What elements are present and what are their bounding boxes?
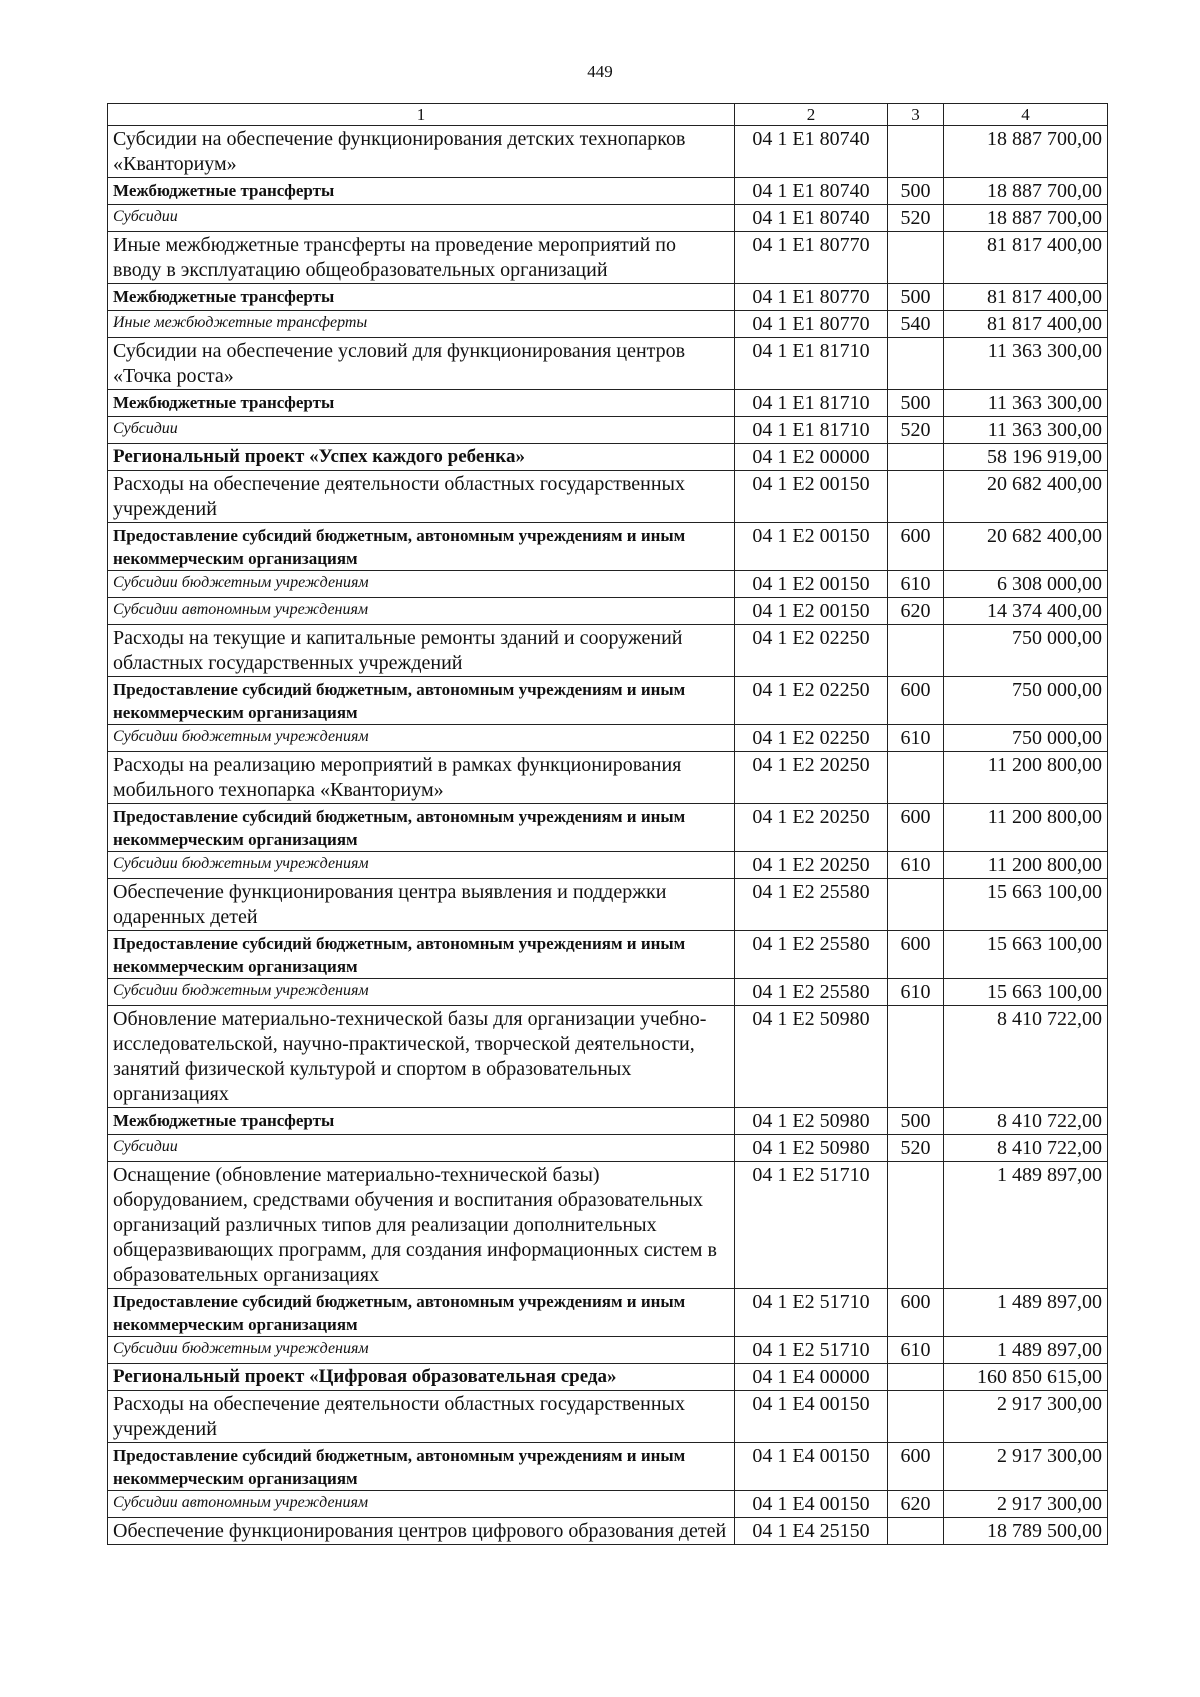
row-target-code: 04 1 E1 81710 (735, 390, 888, 417)
table-row (108, 625, 1108, 677)
table-row (108, 571, 1108, 598)
row-target-code: 04 1 E4 00150 (735, 1443, 888, 1491)
row-target-code: 04 1 E2 00150 (735, 523, 888, 571)
row-expense-type: 520 (888, 417, 944, 444)
row-description: Региональный проект «Цифровая образовательная среда» (108, 1364, 735, 1391)
row-amount: 20 682 400,00 (944, 471, 1108, 523)
table-row (108, 311, 1108, 338)
row-target-code: 04 1 E2 02250 (735, 725, 888, 752)
row-target-code: 04 1 E2 50980 (735, 1135, 888, 1162)
row-target-code: 04 1 E2 00000 (735, 444, 888, 471)
table-row (108, 677, 1108, 725)
row-expense-type: 600 (888, 677, 944, 725)
row-target-code: 04 1 E1 80770 (735, 311, 888, 338)
row-target-code: 04 1 E2 50980 (735, 1108, 888, 1135)
table-body (108, 126, 1108, 1545)
row-target-code: 04 1 E2 00150 (735, 471, 888, 523)
row-target-code: 04 1 E1 80740 (735, 178, 888, 205)
row-expense-type: 610 (888, 979, 944, 1006)
row-target-code: 04 1 E4 00150 (735, 1491, 888, 1518)
row-amount: 81 817 400,00 (944, 311, 1108, 338)
row-target-code: 04 1 E2 20250 (735, 804, 888, 852)
row-description: Предоставление субсидий бюджетным, автономным учреждениям и иным некоммерческим организациям (108, 677, 735, 725)
row-target-code: 04 1 E2 02250 (735, 677, 888, 725)
row-amount: 11 200 800,00 (944, 752, 1108, 804)
row-target-code: 04 1 E1 80770 (735, 232, 888, 284)
row-amount: 8 410 722,00 (944, 1135, 1108, 1162)
row-amount: 20 682 400,00 (944, 523, 1108, 571)
row-amount: 15 663 100,00 (944, 931, 1108, 979)
row-description: Субсидии на обеспечение условий для функционирования центров «Точка роста» (108, 338, 735, 390)
row-amount: 750 000,00 (944, 677, 1108, 725)
table-row (108, 1135, 1108, 1162)
row-description: Субсидии бюджетным учреждениям (108, 571, 735, 598)
row-expense-type (888, 338, 944, 390)
page-number: 449 (587, 62, 613, 81)
row-amount: 2 917 300,00 (944, 1391, 1108, 1443)
row-expense-type (888, 1162, 944, 1289)
row-amount: 15 663 100,00 (944, 979, 1108, 1006)
row-target-code: 04 1 E2 00150 (735, 598, 888, 625)
row-expense-type: 600 (888, 931, 944, 979)
row-amount: 18 887 700,00 (944, 126, 1108, 178)
table-row (108, 178, 1108, 205)
row-amount: 750 000,00 (944, 625, 1108, 677)
row-description: Расходы на реализацию мероприятий в рамках функционирования мобильного технопарка «Кванториум» (108, 752, 735, 804)
row-amount: 2 917 300,00 (944, 1491, 1108, 1518)
row-amount: 750 000,00 (944, 725, 1108, 752)
row-target-code: 04 1 E2 20250 (735, 852, 888, 879)
column-header: 3 (888, 104, 944, 126)
row-expense-type (888, 471, 944, 523)
row-target-code: 04 1 E4 00000 (735, 1364, 888, 1391)
row-expense-type: 500 (888, 284, 944, 311)
row-amount: 1 489 897,00 (944, 1162, 1108, 1289)
row-expense-type: 600 (888, 1289, 944, 1337)
row-expense-type: 610 (888, 1337, 944, 1364)
table-row (108, 471, 1108, 523)
table-row (108, 1364, 1108, 1391)
row-target-code: 04 1 E1 80770 (735, 284, 888, 311)
table-row (108, 1337, 1108, 1364)
table-row (108, 1006, 1108, 1108)
row-description: Субсидии на обеспечение функционирования детских технопарков «Кванториум» (108, 126, 735, 178)
row-description: Предоставление субсидий бюджетным, автономным учреждениям и иным некоммерческим организациям (108, 1289, 735, 1337)
row-expense-type: 620 (888, 598, 944, 625)
table-row (108, 284, 1108, 311)
row-expense-type: 500 (888, 178, 944, 205)
table-row (108, 444, 1108, 471)
row-description: Иные межбюджетные трансферты на проведение мероприятий по вводу в эксплуатацию общеобразовательных организаций (108, 232, 735, 284)
column-header: 4 (944, 104, 1108, 126)
row-description: Региональный проект «Успех каждого ребенка» (108, 444, 735, 471)
row-description: Межбюджетные трансферты (108, 390, 735, 417)
row-description: Субсидии бюджетным учреждениям (108, 725, 735, 752)
table-row (108, 417, 1108, 444)
table-row (108, 1491, 1108, 1518)
row-expense-type: 600 (888, 523, 944, 571)
row-target-code: 04 1 E2 00150 (735, 571, 888, 598)
row-target-code: 04 1 E2 25580 (735, 979, 888, 1006)
row-target-code: 04 1 E1 80740 (735, 126, 888, 178)
row-amount: 11 363 300,00 (944, 390, 1108, 417)
row-description: Обеспечение функционирования центров цифрового образования детей (108, 1518, 735, 1545)
row-amount: 18 887 700,00 (944, 178, 1108, 205)
row-expense-type (888, 625, 944, 677)
table-row (108, 725, 1108, 752)
row-description: Межбюджетные трансферты (108, 178, 735, 205)
row-description: Расходы на текущие и капитальные ремонты зданий и сооружений областных государственных учреждений (108, 625, 735, 677)
column-header: 2 (735, 104, 888, 126)
table-row (108, 804, 1108, 852)
row-amount: 1 489 897,00 (944, 1337, 1108, 1364)
row-description: Предоставление субсидий бюджетным, автономным учреждениям и иным некоммерческим организациям (108, 931, 735, 979)
row-expense-type: 520 (888, 1135, 944, 1162)
table-row (108, 523, 1108, 571)
row-amount: 8 410 722,00 (944, 1108, 1108, 1135)
row-description: Иные межбюджетные трансферты (108, 311, 735, 338)
budget-table (107, 103, 1108, 1545)
row-expense-type (888, 1006, 944, 1108)
row-expense-type (888, 1364, 944, 1391)
row-description: Обеспечение функционирования центра выявления и поддержки одаренных детей (108, 879, 735, 931)
row-expense-type: 600 (888, 1443, 944, 1491)
row-amount: 18 887 700,00 (944, 205, 1108, 232)
table-row (108, 1391, 1108, 1443)
table-row (108, 1443, 1108, 1491)
table-row (108, 390, 1108, 417)
row-expense-type: 610 (888, 852, 944, 879)
row-description: Расходы на обеспечение деятельности областных государственных учреждений (108, 471, 735, 523)
row-description: Субсидии автономным учреждениям (108, 598, 735, 625)
row-description: Субсидии бюджетным учреждениям (108, 1337, 735, 1364)
row-target-code: 04 1 E2 51710 (735, 1162, 888, 1289)
table-row (108, 598, 1108, 625)
row-amount: 8 410 722,00 (944, 1006, 1108, 1108)
table-row (108, 879, 1108, 931)
row-amount: 1 489 897,00 (944, 1289, 1108, 1337)
row-description: Субсидии (108, 417, 735, 444)
row-description: Субсидии (108, 205, 735, 232)
row-target-code: 04 1 E2 02250 (735, 625, 888, 677)
row-description: Субсидии бюджетным учреждениям (108, 979, 735, 1006)
table-row (108, 752, 1108, 804)
row-target-code: 04 1 E2 51710 (735, 1337, 888, 1364)
table-row (108, 338, 1108, 390)
row-expense-type (888, 752, 944, 804)
table-row (108, 1108, 1108, 1135)
row-description: Расходы на обеспечение деятельности областных государственных учреждений (108, 1391, 735, 1443)
table-row (108, 126, 1108, 178)
row-description: Субсидии (108, 1135, 735, 1162)
table-header-row (108, 104, 1108, 126)
row-target-code: 04 1 E4 25150 (735, 1518, 888, 1545)
row-target-code: 04 1 E2 50980 (735, 1006, 888, 1108)
row-amount: 11 363 300,00 (944, 417, 1108, 444)
row-description: Межбюджетные трансферты (108, 1108, 735, 1135)
table-row (108, 931, 1108, 979)
row-amount: 6 308 000,00 (944, 571, 1108, 598)
row-target-code: 04 1 E4 00150 (735, 1391, 888, 1443)
row-expense-type: 620 (888, 1491, 944, 1518)
row-target-code: 04 1 E1 80740 (735, 205, 888, 232)
row-amount: 11 200 800,00 (944, 852, 1108, 879)
table-row (108, 232, 1108, 284)
row-expense-type (888, 879, 944, 931)
column-header: 1 (108, 104, 735, 126)
row-expense-type: 520 (888, 205, 944, 232)
table-row (108, 1162, 1108, 1289)
row-target-code: 04 1 E2 25580 (735, 879, 888, 931)
table-row (108, 852, 1108, 879)
row-description: Предоставление субсидий бюджетным, автономным учреждениям и иным некоммерческим организациям (108, 1443, 735, 1491)
row-amount: 81 817 400,00 (944, 232, 1108, 284)
row-target-code: 04 1 E1 81710 (735, 417, 888, 444)
row-expense-type (888, 1518, 944, 1545)
row-amount: 18 789 500,00 (944, 1518, 1108, 1545)
row-expense-type (888, 232, 944, 284)
table-row (108, 979, 1108, 1006)
table-row (108, 205, 1108, 232)
row-expense-type: 600 (888, 804, 944, 852)
table-row (108, 1518, 1108, 1545)
row-expense-type (888, 1391, 944, 1443)
row-description: Оснащение (обновление материально-технической базы) оборудованием, средствами обучения и воспитания образовательных организаций различных типов для реализации дополнительных общеразвивающих программ, для создания информационных систем в образовательных организациях (108, 1162, 735, 1289)
row-amount: 160 850 615,00 (944, 1364, 1108, 1391)
row-amount: 81 817 400,00 (944, 284, 1108, 311)
row-amount: 11 363 300,00 (944, 338, 1108, 390)
row-description: Предоставление субсидий бюджетным, автономным учреждениям и иным некоммерческим организациям (108, 804, 735, 852)
row-description: Субсидии автономным учреждениям (108, 1491, 735, 1518)
row-amount: 15 663 100,00 (944, 879, 1108, 931)
row-target-code: 04 1 E2 25580 (735, 931, 888, 979)
row-target-code: 04 1 E1 81710 (735, 338, 888, 390)
row-expense-type (888, 444, 944, 471)
row-expense-type: 610 (888, 571, 944, 598)
row-expense-type: 540 (888, 311, 944, 338)
row-description: Предоставление субсидий бюджетным, автономным учреждениям и иным некоммерческим организациям (108, 523, 735, 571)
row-description: Обновление материально-технической базы для организации учебно-исследовательской, научно-практической, творческой деятельности, занятий физической культурой и спортом в образовательных организациях (108, 1006, 735, 1108)
table-row (108, 1289, 1108, 1337)
row-expense-type (888, 126, 944, 178)
row-target-code: 04 1 E2 20250 (735, 752, 888, 804)
row-amount: 58 196 919,00 (944, 444, 1108, 471)
row-expense-type: 500 (888, 1108, 944, 1135)
row-target-code: 04 1 E2 51710 (735, 1289, 888, 1337)
row-amount: 2 917 300,00 (944, 1443, 1108, 1491)
row-amount: 14 374 400,00 (944, 598, 1108, 625)
row-expense-type: 500 (888, 390, 944, 417)
row-description: Межбюджетные трансферты (108, 284, 735, 311)
row-expense-type: 610 (888, 725, 944, 752)
row-description: Субсидии бюджетным учреждениям (108, 852, 735, 879)
row-amount: 11 200 800,00 (944, 804, 1108, 852)
